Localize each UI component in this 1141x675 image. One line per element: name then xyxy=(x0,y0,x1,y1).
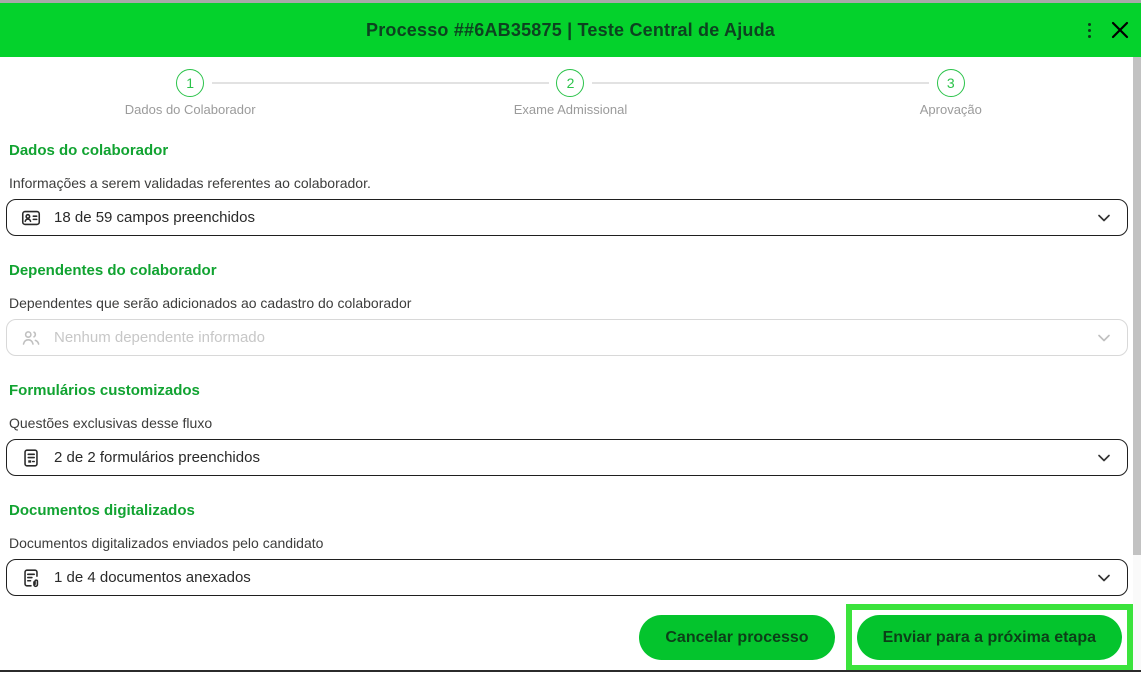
step-2-label: Exame Admissional xyxy=(513,102,628,117)
step-3-circle: 3 xyxy=(937,69,965,97)
section-title: Documentos digitalizados xyxy=(9,502,195,519)
scrollbar-thumb[interactable] xyxy=(1133,57,1141,555)
chevron-down-icon xyxy=(1094,208,1114,228)
documentos-dropdown[interactable] xyxy=(6,559,1128,596)
chevron-down-icon xyxy=(1094,568,1114,588)
more-options-kebab-icon[interactable] xyxy=(1082,19,1097,42)
step-1-circle: 1 xyxy=(176,69,204,97)
scrollbar-track[interactable] xyxy=(1133,57,1141,670)
dropdown-placeholder: Nenhum dependente informado xyxy=(54,329,265,346)
contact-card-icon xyxy=(20,207,42,229)
document-paperclip-icon xyxy=(20,567,42,589)
step-dados-do-colaborador[interactable] xyxy=(0,69,380,117)
section-title: Dados do colaborador xyxy=(9,142,169,159)
step-3-label: Aprovação xyxy=(919,102,982,117)
dropdown-value: 2 de 2 formulários preenchidos xyxy=(54,449,260,466)
formularios-dropdown[interactable] xyxy=(6,439,1128,476)
step-exame-admissional[interactable] xyxy=(380,69,760,117)
section-description: Documentos digitalizados enviados pelo candidato xyxy=(9,535,324,551)
progress-stepper xyxy=(0,69,1141,117)
section-title: Formulários customizados xyxy=(9,382,200,399)
section-title: Dependentes do colaborador xyxy=(9,262,217,279)
sections-container xyxy=(0,143,1141,596)
modal-header xyxy=(0,3,1141,57)
section-formularios-customizados xyxy=(6,383,1128,476)
form-document-icon xyxy=(20,447,42,469)
step-aprovacao[interactable] xyxy=(761,69,1141,117)
modal-title: Processo ##6AB35875 | Teste Central de Ajuda xyxy=(365,19,775,40)
send-next-step-button[interactable]: Enviar para a próxima etapa xyxy=(857,615,1122,660)
chevron-down-icon xyxy=(1094,328,1114,348)
header-actions xyxy=(1082,3,1135,57)
dependentes-dropdown-disabled xyxy=(6,319,1128,356)
people-icon xyxy=(20,327,42,349)
section-description: Informações a serem validadas referentes ao colaborador. xyxy=(9,175,371,191)
window-bottom-edge xyxy=(0,670,1141,672)
step-2-circle: 2 xyxy=(556,69,584,97)
section-dados-do-colaborador xyxy=(6,143,1128,236)
section-description: Dependentes que serão adicionados ao cadastro do colaborador xyxy=(9,295,412,311)
section-documentos-digitalizados xyxy=(6,503,1128,596)
dropdown-value: 1 de 4 documentos anexados xyxy=(54,569,251,586)
chevron-down-icon xyxy=(1094,448,1114,468)
footer-actions xyxy=(0,604,1141,671)
section-description: Questões exclusivas desse fluxo xyxy=(9,415,213,431)
campos-preenchidos-dropdown[interactable] xyxy=(6,199,1128,236)
section-dependentes-do-colaborador xyxy=(6,263,1128,356)
highlight-annotation-box xyxy=(846,604,1133,671)
cancel-process-button[interactable]: Cancelar processo xyxy=(639,615,834,660)
step-1-label: Dados do Colaborador xyxy=(124,102,256,117)
close-x-icon[interactable] xyxy=(1105,15,1135,45)
dropdown-value: 18 de 59 campos preenchidos xyxy=(54,209,255,226)
